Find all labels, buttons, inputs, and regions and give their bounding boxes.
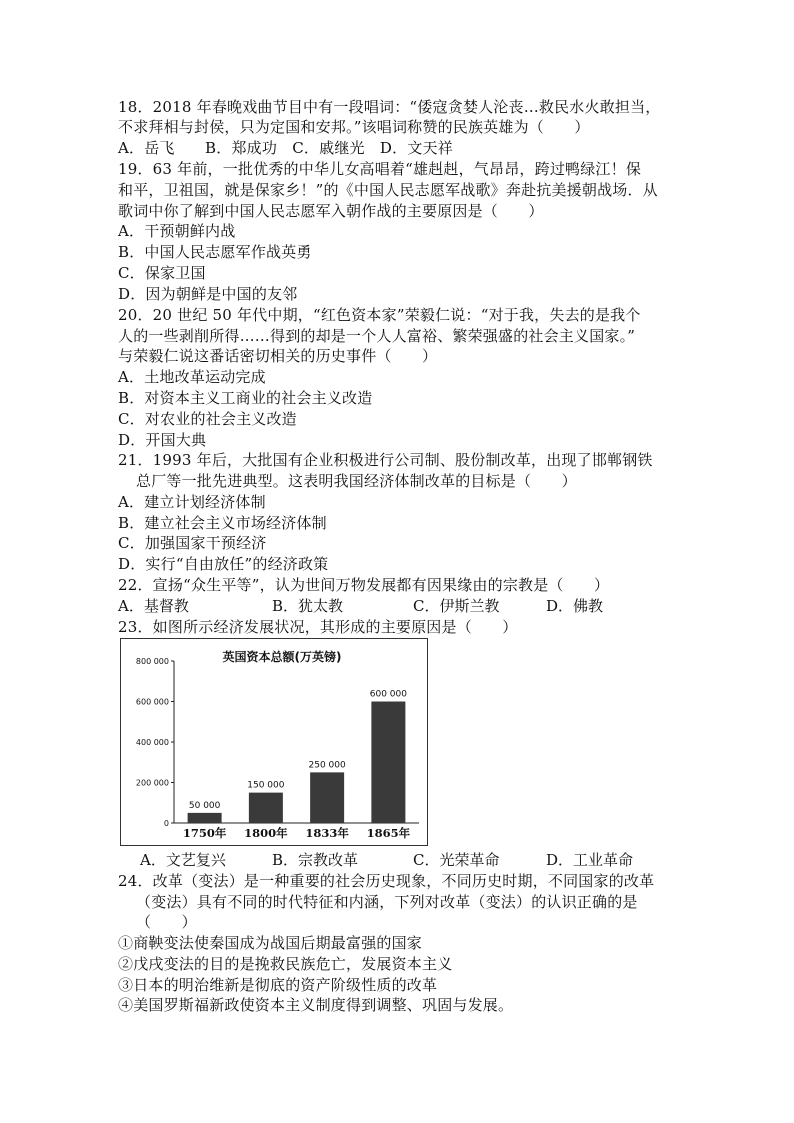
q21-stem-line1: 21．1993 年后，大批国有企业积极进行公司制、股份制改革，出现了邯郸钢铁 <box>118 451 653 469</box>
x-tick-label: 1750年 <box>182 826 227 840</box>
q24-stem-line3: （ ） <box>136 913 197 931</box>
q24-statement-1: ①商鞅变法使秦国成为战国后期最富强的国家 <box>118 934 423 952</box>
q21-option-d: D．实行“自由放任”的经济政策 <box>118 555 329 573</box>
q19-option-d: D．因为朝鲜是中国的友邻 <box>118 285 298 303</box>
q20-option-c: C．对农业的社会主义改造 <box>118 410 297 428</box>
y-tick-label: 400 000 <box>135 738 169 747</box>
q23-option-d: D．工业革命 <box>546 851 634 869</box>
bar-value-label: 600 000 <box>369 689 407 700</box>
y-tick-label: 800 000 <box>135 657 169 666</box>
q22-option-d: D．佛教 <box>546 597 604 615</box>
q19-option-c: C．保家卫国 <box>118 264 206 282</box>
q20-stem-line1: 20．20 世纪 50 年代中期，“红色资本家”荣毅仁说：“对于我，失去的是我个 <box>118 306 641 324</box>
bar <box>310 772 344 823</box>
q24-statement-2: ②戊戌变法的目的是挽救民族危亡，发展资本主义 <box>118 955 453 973</box>
q23-option-b: B．宗教改革 <box>272 851 359 869</box>
q22-option-c: C．伊斯兰教 <box>413 597 500 615</box>
bar <box>371 702 405 824</box>
bar-value-label: 50 000 <box>188 800 221 811</box>
q20-option-b: B．对资本主义工商业的社会主义改造 <box>118 389 373 407</box>
q22-option-b: B．犹太教 <box>272 597 344 615</box>
q24-stem-line2: （变法）具有不同的时代特征和内涵，下列对改革（变法）的认识正确的是 <box>136 893 638 911</box>
y-axis <box>136 657 174 828</box>
q18-stem-line2: 不求拜相与封侯，只为定国和安邦。”该唱词称赞的民族英雄为（ ） <box>118 118 590 136</box>
bar-value-label: 250 000 <box>308 760 346 771</box>
y-tick-label: 600 000 <box>135 697 169 707</box>
q23-stem: 23．如图所示经济发展状况，其形成的主要原因是（ ） <box>118 618 518 636</box>
bar <box>249 793 283 823</box>
q19-stem-line2: 和平，卫祖国，就是保家乡！”的《中国人民志愿军战歌》奔赴抗美援朝战场．从 <box>118 181 658 199</box>
q22-option-a: A．基督教 <box>118 597 189 615</box>
q23-option-c: C．光荣革命 <box>413 851 500 869</box>
x-tick-label: 1800年 <box>244 826 288 840</box>
q20-option-a: A．土地改革运动完成 <box>118 368 266 386</box>
x-tick-label: 1865年 <box>366 826 411 840</box>
q19-stem-line1: 19．63 年前，一批优秀的中华儿女高唱着“雄赳赳，气昂昂，跨过鸭绿江！保 <box>118 160 642 178</box>
q19-stem-line3: 歌词中你了解到中国人民志愿军入朝作战的主要原因是（ ） <box>118 202 544 220</box>
q21-option-c: C．加强国家干预经济 <box>118 534 267 552</box>
y-tick-label: 200 000 <box>135 778 169 788</box>
q20-stem-line2: 人的一些剥削所得……得到的却是一个人人富裕、繁荣强盛的社会主义国家。” <box>118 327 636 345</box>
q19-option-b: B．中国人民志愿军作战英勇 <box>118 243 312 261</box>
q24-statement-4: ④美国罗斯福新政使资本主义制度得到调整、巩固与发展。 <box>118 996 514 1014</box>
q21-option-a: A．建立计划经济体制 <box>118 493 266 511</box>
q20-stem-line3: 与荣毅仁说这番话密切相关的历史事件（ ） <box>118 347 438 365</box>
chart-title: 英国资本总额(万英镑) <box>222 650 342 664</box>
x-axis-labels <box>183 826 411 840</box>
q23-option-a: A．文艺复兴 <box>140 851 226 869</box>
chart-canvas <box>121 639 427 845</box>
q21-stem-line2: 总厂等一批先进典型。这表明我国经济体制改革的目标是（ ） <box>136 472 577 490</box>
y-tick-label: 0 <box>163 819 169 828</box>
bar-value-label: 150 000 <box>247 780 285 791</box>
q24-statement-3: ③日本的明治维新是彻底的资产阶级性质的改革 <box>118 976 438 994</box>
q21-option-b: B．建立社会主义市场经济体制 <box>118 514 327 532</box>
x-tick-label: 1833年 <box>305 826 349 840</box>
capital-bar-chart <box>120 638 428 846</box>
q18-options: A．岳飞 B．郑成功 C．戚继光 D．文天祥 <box>118 139 453 157</box>
q18-stem-line1: 18．2018 年春晚戏曲节目中有一段唱词：“倭寇贪婪人沦丧…救民水火敢担当， <box>118 98 661 116</box>
q24-stem-line1: 24．改革（变法）是一种重要的社会历史现象，不同历史时期，不同国家的改革 <box>118 872 655 890</box>
q20-option-d: D．开国大典 <box>118 431 207 449</box>
q19-option-a: A．干预朝鲜内战 <box>118 222 236 240</box>
bar <box>188 813 222 823</box>
q22-stem: 22．宣扬“众生平等”，认为世间万物发展都有因果缘由的宗教是（ ） <box>118 576 610 594</box>
